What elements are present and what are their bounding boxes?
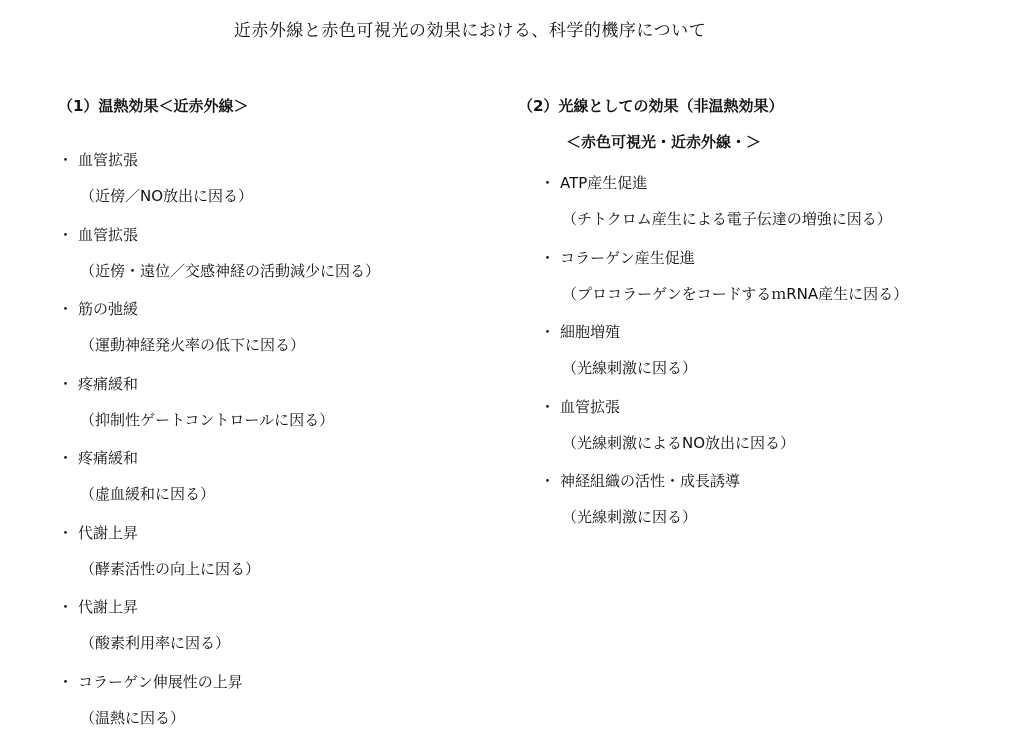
mechanism-note: （虚血緩和に因る）	[80, 484, 488, 504]
bullet: ・	[58, 299, 78, 319]
effect-label: 筋の弛緩	[78, 299, 138, 319]
effect-label: 血管拡張	[78, 225, 138, 245]
light-effects-subheading: ＜赤色可視光・近赤外線・＞	[566, 132, 988, 152]
bullet: ・	[540, 173, 560, 193]
effect-label: コラーゲン産生促進	[560, 248, 695, 268]
light-effects-section	[518, 96, 988, 546]
bullet: ・	[58, 150, 78, 170]
mechanism-note: （近傍・遠位／交感神経の活動減少に因る）	[80, 261, 488, 281]
bullet: ・	[540, 471, 560, 491]
list-item	[58, 374, 488, 449]
list-item	[58, 597, 488, 672]
mechanism-note: （温熱に因る）	[80, 708, 488, 728]
list-item	[518, 471, 988, 546]
thermal-effects-section	[58, 96, 488, 746]
mechanism-note: （光線刺激に因る）	[562, 507, 988, 527]
mechanism-note: （チトクロム産生による電子伝達の増強に因る）	[562, 209, 988, 229]
mechanism-note: （酸素利用率に因る）	[80, 633, 488, 653]
mechanism-note: （プロコラーゲンをコードするｍRNA産生に因る）	[562, 284, 988, 304]
light-effects-list	[518, 173, 988, 546]
list-item	[518, 322, 988, 397]
page-title: 近赤外線と赤色可視光の効果における、科学的機序について	[0, 16, 940, 41]
list-item	[518, 397, 988, 472]
effect-label: 疼痛緩和	[78, 374, 138, 394]
list-item	[518, 248, 988, 323]
bullet: ・	[540, 248, 560, 268]
mechanism-note: （光線刺激に因る）	[562, 358, 988, 378]
mechanism-note: （近傍／NO放出に因る）	[80, 186, 488, 206]
bullet: ・	[58, 448, 78, 468]
mechanism-note: （運動神経発火率の低下に因る）	[80, 335, 488, 355]
bullet: ・	[58, 225, 78, 245]
bullet: ・	[58, 597, 78, 617]
list-item	[58, 150, 488, 225]
effect-label: 代謝上昇	[78, 523, 138, 543]
effect-label: コラーゲン伸展性の上昇	[78, 672, 243, 692]
mechanism-note: （酵素活性の向上に因る）	[80, 559, 488, 579]
list-item	[518, 173, 988, 248]
mechanism-note: （抑制性ゲートコントロールに因る）	[80, 410, 488, 430]
thermal-effects-list	[58, 150, 488, 746]
list-item	[58, 523, 488, 598]
bullet: ・	[58, 523, 78, 543]
list-item	[58, 448, 488, 523]
effect-label: 疼痛緩和	[78, 448, 138, 468]
list-item	[58, 299, 488, 374]
effect-label: 細胞増殖	[560, 322, 620, 342]
mechanism-note: （光線刺激によるNO放出に因る）	[562, 433, 988, 453]
bullet: ・	[58, 374, 78, 394]
thermal-effects-heading: （1）温熱効果＜近赤外線＞	[58, 96, 488, 116]
effect-label: 血管拡張	[78, 150, 138, 170]
light-effects-heading: （2）光線としての効果（非温熱効果）	[518, 96, 988, 116]
effect-label: 代謝上昇	[78, 597, 138, 617]
list-item	[58, 225, 488, 300]
bullet: ・	[540, 322, 560, 342]
effect-label: 血管拡張	[560, 397, 620, 417]
bullet: ・	[58, 672, 78, 692]
effect-label: ATP産生促進	[560, 173, 647, 193]
effect-label: 神経組織の活性・成長誘導	[560, 471, 740, 491]
bullet: ・	[540, 397, 560, 417]
list-item	[58, 672, 488, 746]
